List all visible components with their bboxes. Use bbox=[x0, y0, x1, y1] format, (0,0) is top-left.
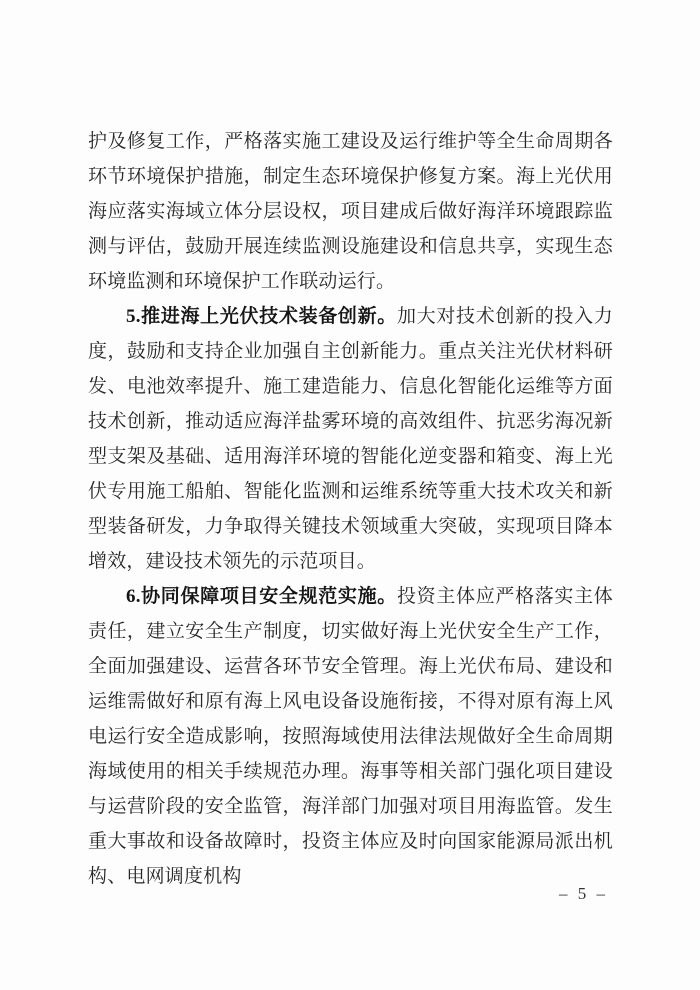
page-number: – 5 – bbox=[559, 884, 608, 903]
paragraph-continuation bbox=[88, 124, 613, 299]
section-5-heading: 5.推进海上光伏技术装备创新。 bbox=[126, 306, 397, 327]
paragraph-section-6 bbox=[88, 579, 613, 894]
section-6-heading: 6.协同保障项目安全规范实施。 bbox=[126, 586, 397, 607]
paragraph-text: 投资主体应严格落实主体责任，建立安全生产制度，切实做好海上光伏安全生产工作，全面加强建设、运营各环节安全管理。海上光伏布局、建设和运维需做好和原有海上风电设备设施衔接，不得对原有海上风电运行安全造成影响，按照海域使用法律法规做好全生命周期海域使用的相关手续规范办理。海事等相关部门强化项目建设与运营阶段的安全监管，海洋部门加强对项目用海监管。发生重大事故和设备故障时，投资主体应及时向国家能源局派出机构、电网调度机构 bbox=[88, 586, 613, 887]
paragraph-section-5 bbox=[88, 299, 613, 579]
paragraph-text: 护及修复工作，严格落实施工建设及运行维护等全生命周期各环节环境保护措施，制定生态环境保护修复方案。海上光伏用海应落实海域立体分层设权，项目建成后做好海洋环境跟踪监测与评估，鼓励开展连续监测设施建设和信息共享，实现生态环境监测和环境保护工作联动运行。 bbox=[88, 131, 613, 292]
paragraph-text: 加大对技术创新的投入力度，鼓励和支持企业加强自主创新能力。重点关注光伏材料研发、电池效率提升、施工建造能力、信息化智能化运维等方面技术创新，推动适应海洋盐雾环境的高效组件、抗恶劣海况新型支架及基础、适用海洋环境的智能化逆变器和箱变、海上光伏专用施工船舶、智能化监测和运维系统等重大技术攻关和新型装备研发，力争取得关键技术领域重大突破，实现项目降本增效，建设技术领先的示范项目。 bbox=[88, 306, 613, 572]
document-body bbox=[88, 124, 613, 894]
